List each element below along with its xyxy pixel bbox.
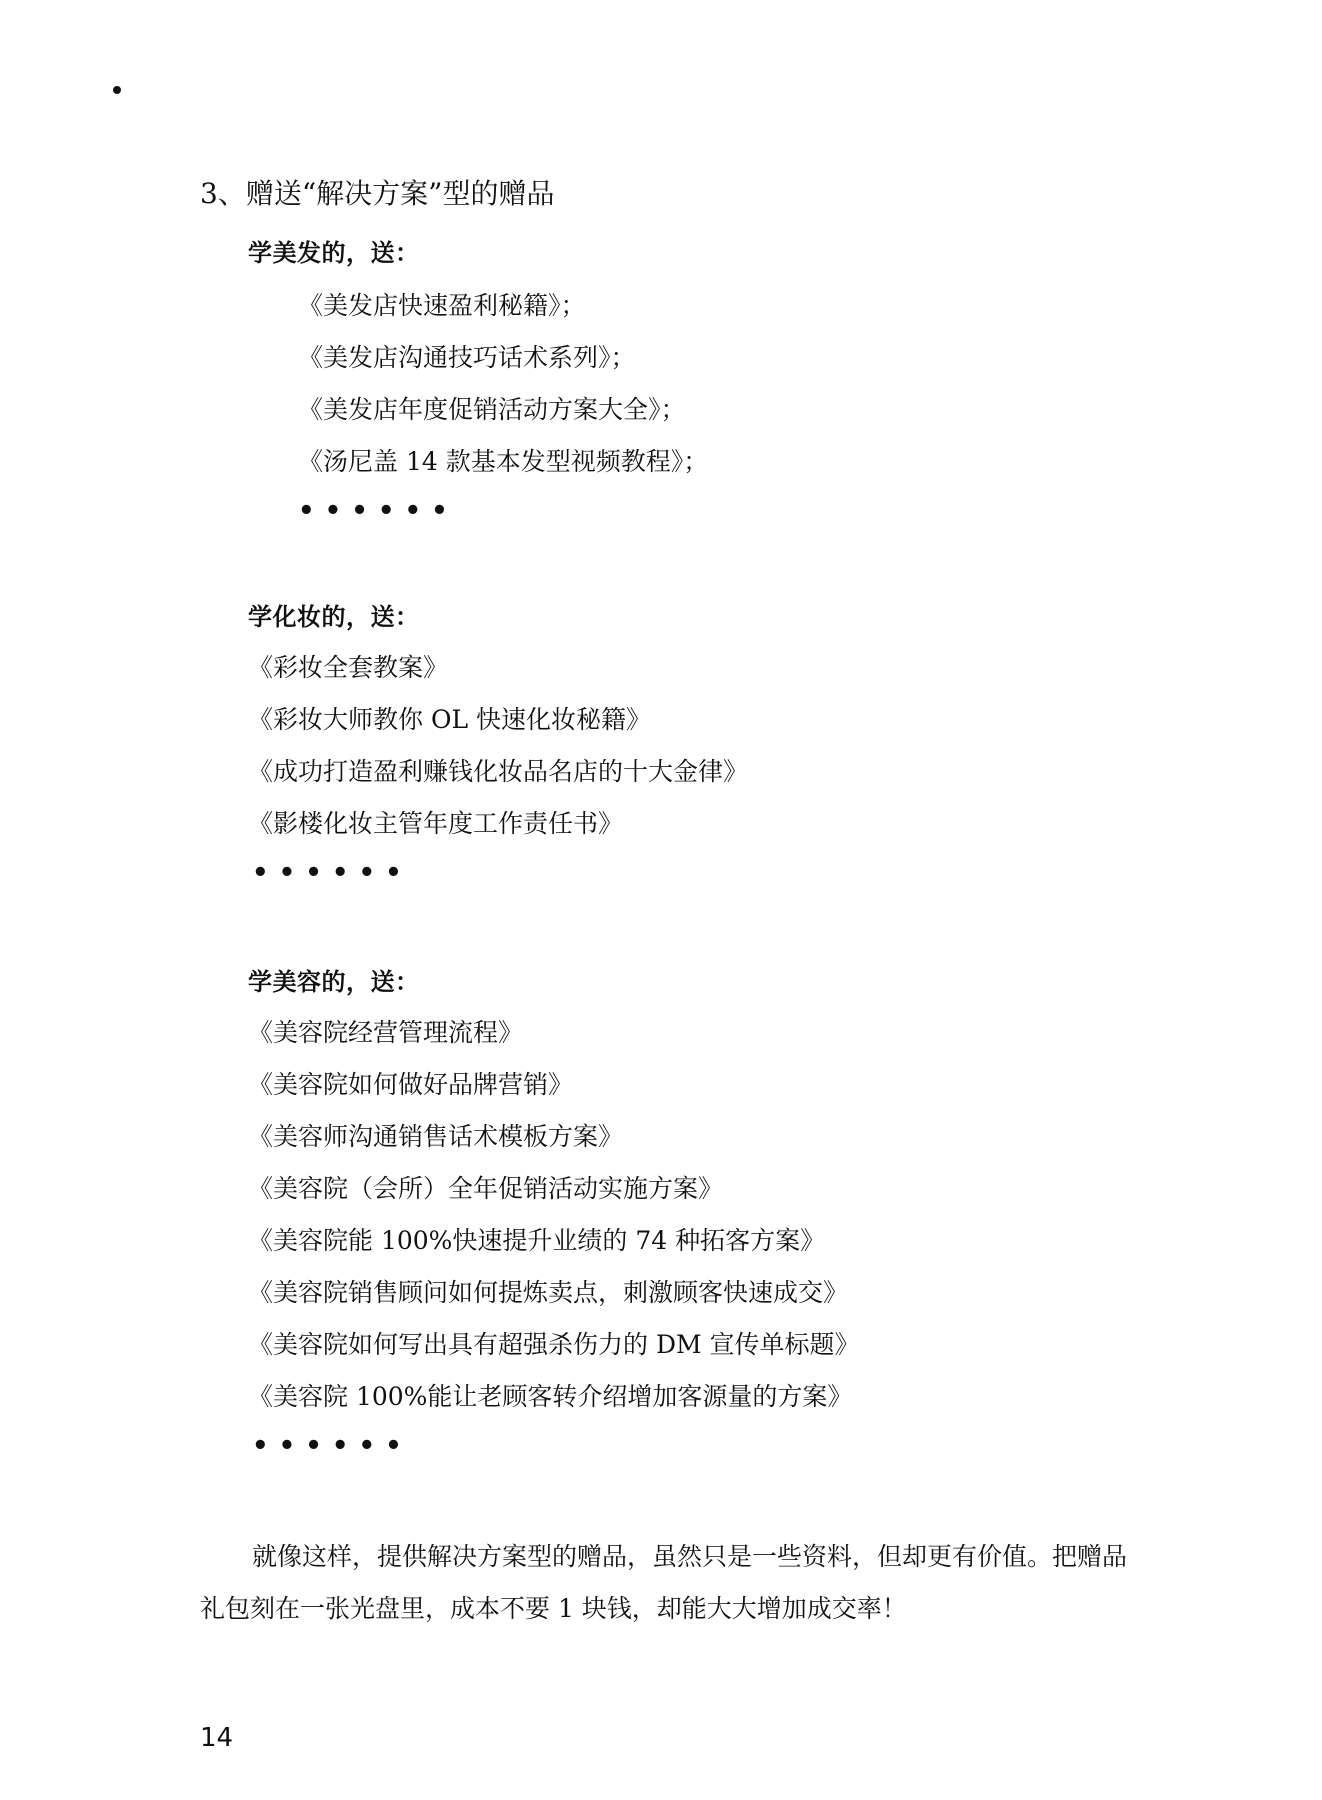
list-item: 《影楼化妆主管年度工作责任书》 bbox=[248, 809, 624, 838]
list-item: 《彩妆大师教你 OL 快速化妆秘籍》 bbox=[248, 705, 651, 734]
list-item: 《美发店沟通技巧话术系列》； bbox=[298, 343, 636, 372]
section-heading: 3、赠送“解决方案”型的赠品 bbox=[200, 177, 555, 210]
list-item: 《美发店快速盈利秘籍》； bbox=[298, 291, 586, 320]
list-item: 《美容院销售顾问如何提炼卖点，刺激顾客快速成交》 bbox=[248, 1278, 849, 1307]
conclusion-paragraph: 就像这样，提供解决方案型的赠品，虽然只是一些资料，但却更有价值。把赠品礼包刻在一张光盘里，成本不要 1 块钱，却能大大增加成交率！ bbox=[200, 1542, 1128, 1623]
list-item: 《彩妆全套教案》 bbox=[248, 653, 449, 682]
page-number: 14 bbox=[200, 1723, 234, 1753]
list-item: 《美容院 100%能让老顾客转介绍增加客源量的方案》 bbox=[248, 1382, 853, 1411]
group-label-beauty: 学美容的，送： bbox=[248, 967, 420, 996]
list-item: 《美发店年度促销活动方案大全》； bbox=[298, 395, 686, 424]
list-item: 《美容院如何做好品牌营销》 bbox=[248, 1070, 574, 1099]
ellipsis-dots: •••••• bbox=[298, 496, 458, 526]
list-item: 《成功打造盈利赚钱化妆品名店的十大金律》 bbox=[248, 757, 749, 786]
ellipsis-dots: •••••• bbox=[252, 858, 412, 888]
group-label-hair: 学美发的，送： bbox=[248, 238, 420, 267]
list-item: 《美容院经营管理流程》 bbox=[248, 1018, 524, 1047]
list-item: 《汤尼盖 14 款基本发型视频教程》； bbox=[298, 447, 709, 476]
ellipsis-dots: •••••• bbox=[252, 1431, 412, 1461]
list-item: 《美容师沟通销售话术模板方案》 bbox=[248, 1122, 624, 1151]
group-label-makeup: 学化妆的，送： bbox=[248, 602, 420, 631]
list-item: 《美容院如何写出具有超强杀伤力的 DM 宣传单标题》 bbox=[248, 1330, 860, 1359]
scan-speck bbox=[113, 86, 121, 94]
list-item: 《美容院能 100%快速提升业绩的 74 种拓客方案》 bbox=[248, 1226, 826, 1255]
list-item: 《美容院（会所）全年促销活动实施方案》 bbox=[248, 1174, 724, 1203]
